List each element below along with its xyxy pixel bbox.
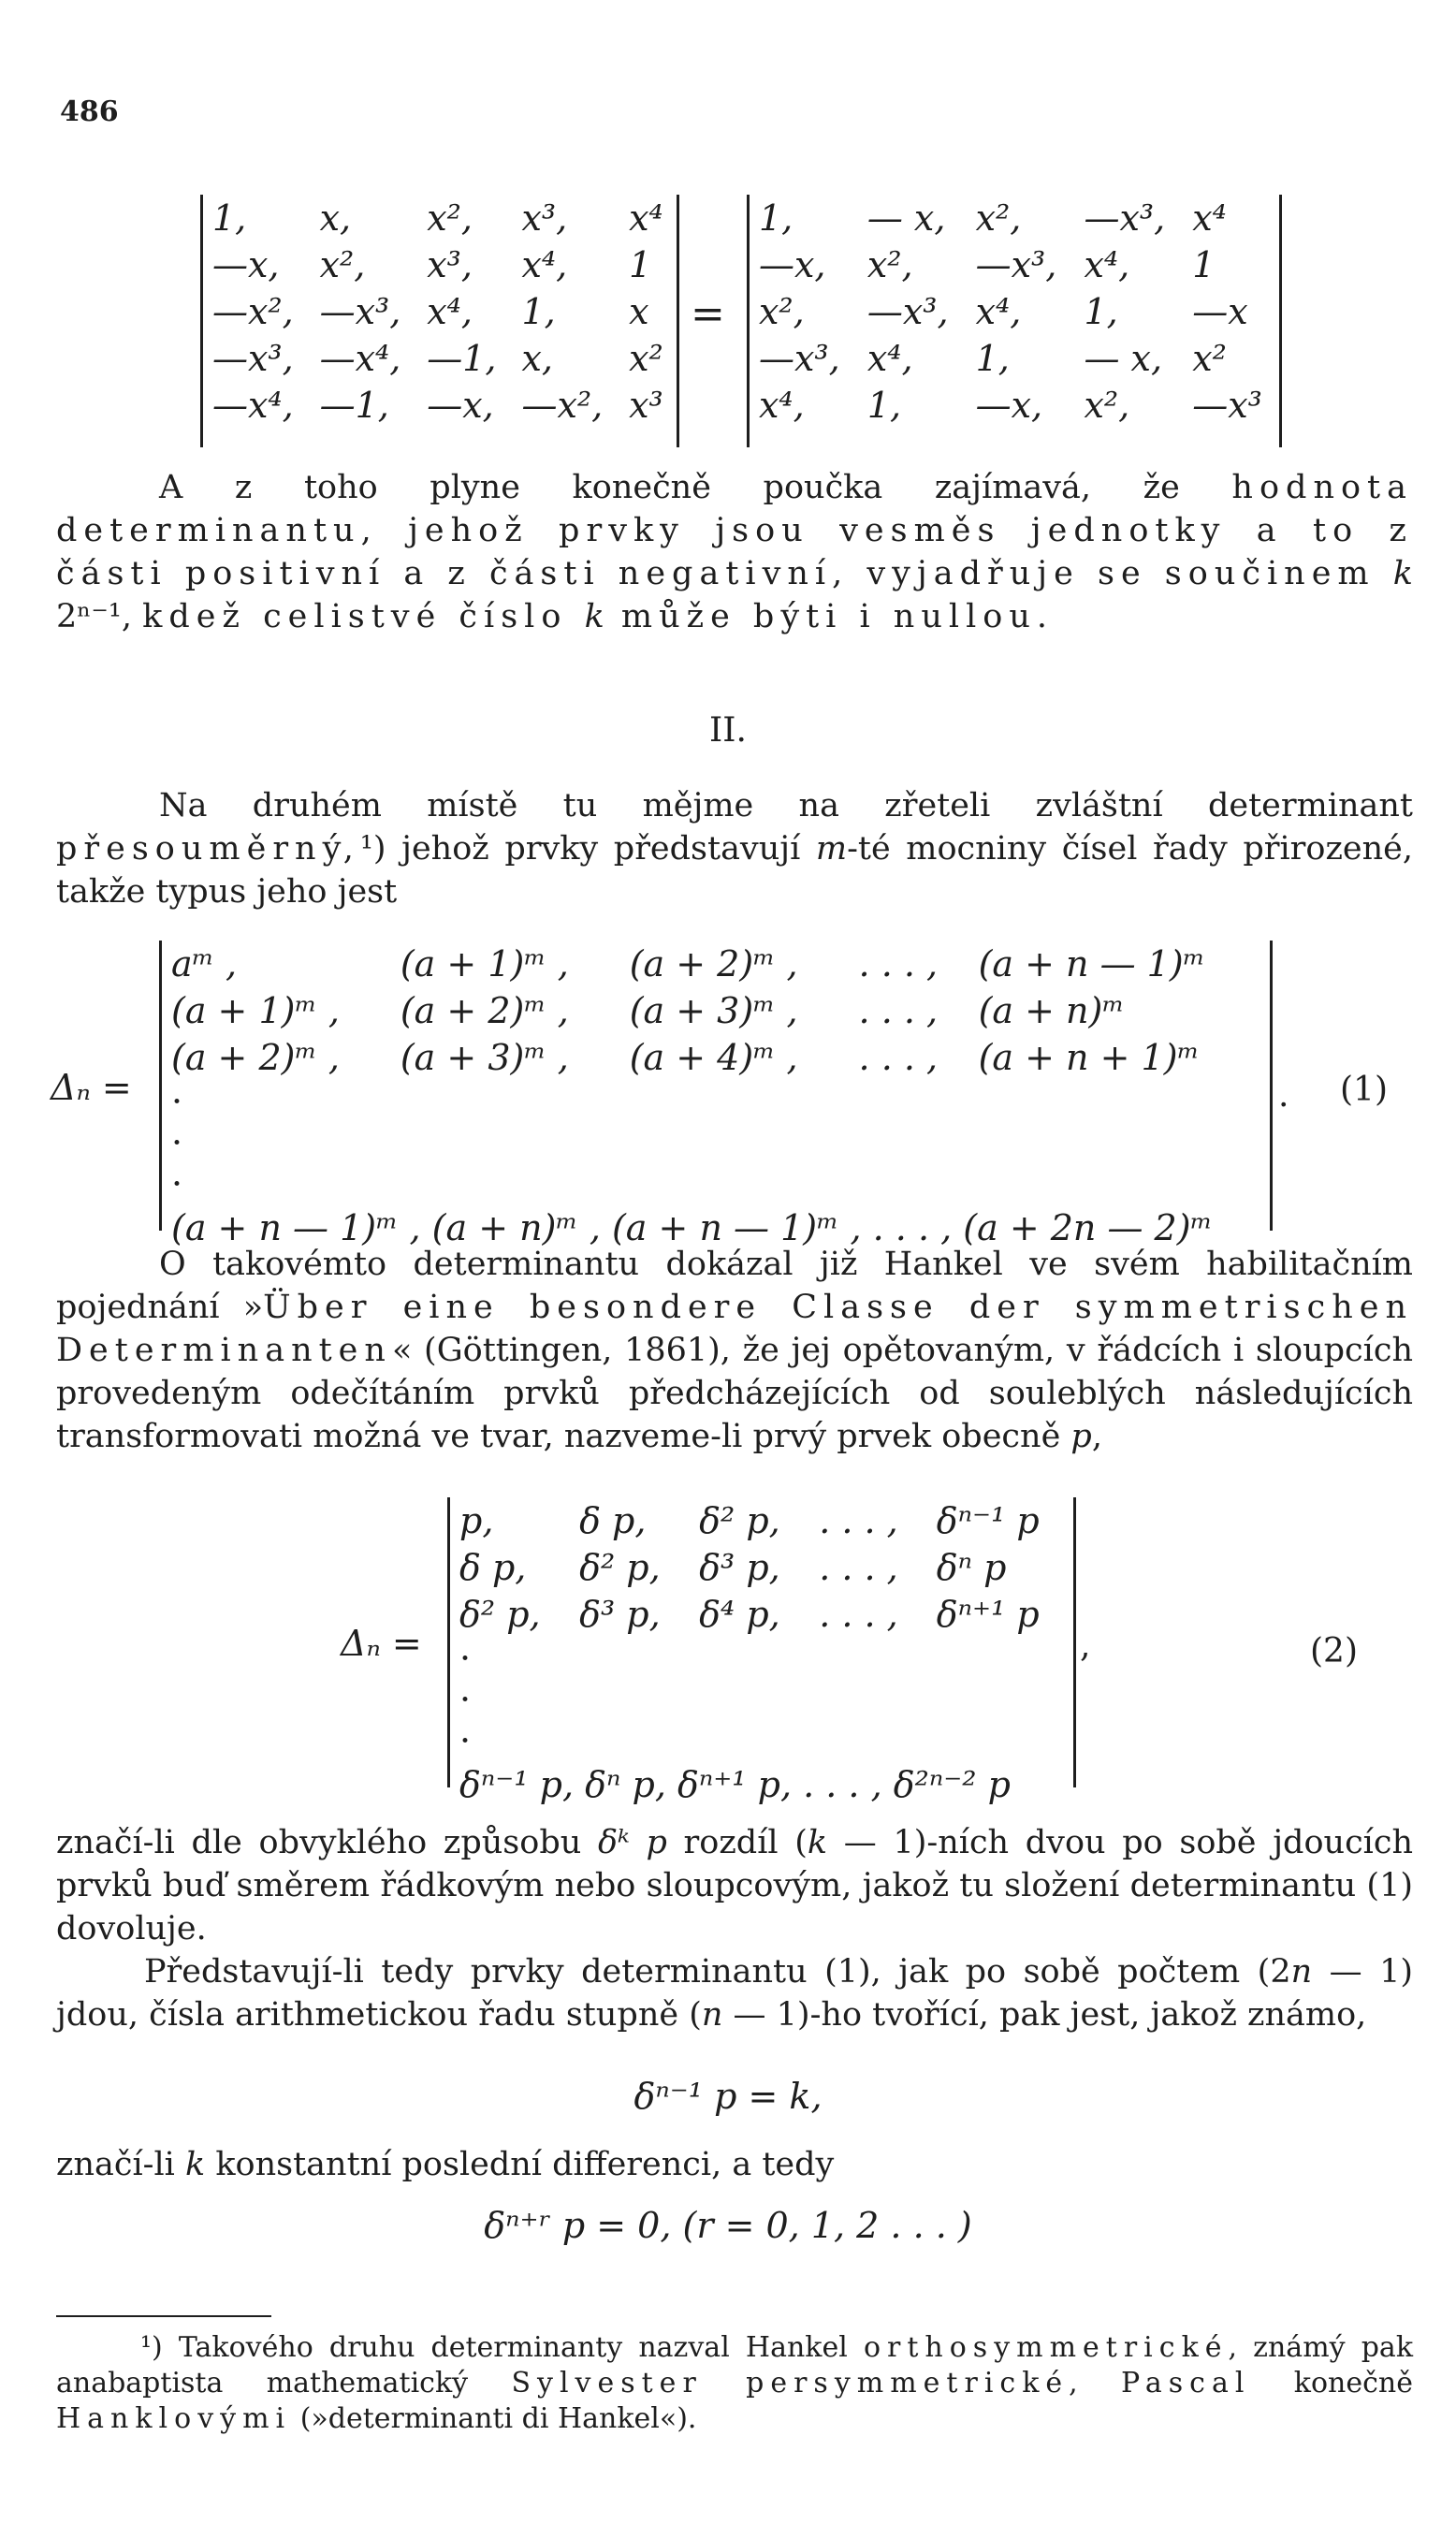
- para5-text-c: — 1) jdou, čísla arithmetickou řadu stupně (: [56, 1953, 1413, 2034]
- matrix-cell: —x³,: [212, 338, 294, 379]
- matrix-last-row-cells: (a + n — 1)ᵐ , (a + n)ᵐ , (a + n — 1)ᵐ , . . . , (a + 2n — 2)ᵐ: [171, 1207, 1213, 1248]
- matrix-cell: 1,: [212, 197, 247, 239]
- matrix-cell: . . . ,: [858, 990, 939, 1031]
- matrix-cell: 1,: [1084, 291, 1118, 332]
- para1-text-e: kdež celistvé číslo: [142, 598, 585, 635]
- matrix-cell: — x,: [1084, 338, 1163, 379]
- matrix-cell: —x,: [427, 385, 494, 426]
- para2-term: přesouměrný,: [56, 830, 360, 868]
- matrix-cell: (a + 1)ᵐ ,: [400, 943, 569, 985]
- matrix-cell: (a + 2)ᵐ ,: [171, 1037, 340, 1078]
- matrix-cell: . . . ,: [819, 1594, 898, 1635]
- matrix-cell: —x³,: [759, 338, 840, 379]
- footnote-text-k: (»determinanti di Hankel«).: [291, 2402, 697, 2435]
- matrix-cell: —x,: [212, 244, 280, 285]
- footnote-text-e: [703, 2367, 746, 2399]
- footnote-text-i: konečně: [1250, 2367, 1413, 2399]
- para2-text-c: ¹) jehož prvky představují: [359, 830, 816, 868]
- matrix-cell: δⁿ⁻¹ p: [936, 1500, 1040, 1541]
- footnote-rule: [56, 2315, 271, 2317]
- matrix-cell: x⁴,: [521, 244, 568, 285]
- determinant-1-table: [162, 941, 1270, 1251]
- equals-sign: =: [691, 290, 725, 338]
- ellipsis-row: [162, 1081, 1270, 1122]
- matrix-cell: x²,: [1084, 385, 1130, 426]
- matrix-cell: x²,: [866, 244, 913, 285]
- para4-text-c: rozdíl (: [666, 1824, 808, 1861]
- equation-higher-differences: δⁿ⁺ʳ p = 0, (r = 0, 1, 2 . . . ): [484, 2205, 972, 2246]
- matrix-row: [750, 195, 1279, 241]
- para1-text-b: hodnota determinantu, jehož prvky jsou vesměs jednotky a to z části positivní a z části negativní, vyjadřuje se součinem: [56, 469, 1413, 592]
- matrix-cell: —x⁴,: [319, 338, 401, 379]
- matrix-row: [750, 335, 1279, 382]
- paragraph-intro-det: [56, 784, 1413, 913]
- para6-text-c: konstantní poslední differenci, a tedy: [205, 2146, 835, 2183]
- matrix-cell: x²,: [975, 197, 1022, 239]
- matrix-row: [203, 382, 677, 429]
- matrix-cell: δ p,: [459, 1547, 527, 1588]
- para4-k: k: [807, 1824, 828, 1861]
- matrix-cell: (a + 3)ᵐ ,: [400, 1037, 569, 1078]
- matrix-cell: 1,: [521, 291, 556, 332]
- vertical-dot: ·: [459, 1638, 472, 1679]
- matrix-cell: x²,: [427, 197, 473, 239]
- vertical-dot: ·: [171, 1163, 183, 1204]
- matrix-cell: x²: [629, 338, 663, 379]
- matrix-row: [162, 1034, 1270, 1081]
- matrix-cell: 1: [1192, 244, 1216, 285]
- matrix-cell: —x³: [1192, 385, 1262, 426]
- ellipsis-row: [450, 1720, 1073, 1761]
- section-heading: II.: [709, 711, 747, 750]
- matrix-cell: 1,: [759, 197, 794, 239]
- para4-text-e: — 1)-ních dvou po sobě jdoucích prvků buď směrem řádkovým nebo sloupcovým, jakož tu složení determinantu (1) dovoluje.: [56, 1824, 1414, 1947]
- matrix-cell: x⁴,: [759, 385, 805, 426]
- matrix-cell: x²,: [319, 244, 366, 285]
- para3-title: Über eine besondere Classe der symmetrischen Determinanten: [56, 1289, 1413, 1369]
- matrix-cell: —x,: [975, 385, 1043, 426]
- matrix-cell: (a + n)ᵐ: [978, 990, 1125, 1031]
- matrix-cell: δ² p,: [459, 1594, 541, 1635]
- matrix-cell: — x,: [866, 197, 946, 239]
- matrix-cell: x²,: [759, 291, 805, 332]
- para5-text-a: Představují-li tedy prvky determinantu (1), jak po sobě počtem (2: [144, 1953, 1291, 1991]
- paragraph-difference: [56, 1821, 1413, 1950]
- matrix-cell: δ² p,: [579, 1547, 661, 1588]
- matrix-cell: —x,: [759, 244, 826, 285]
- ellipsis-row: [162, 1122, 1270, 1163]
- matrix-row: [750, 288, 1279, 335]
- matrix-cell: x³,: [521, 197, 568, 239]
- determinant-right-table: [750, 195, 1279, 429]
- matrix-cell: (a + n — 1)ᵐ: [978, 943, 1205, 985]
- footnote-text-a: ¹) Takového druhu determinanty nazval Hankel: [140, 2331, 864, 2364]
- matrix-cell: —x²,: [521, 385, 604, 426]
- para1-text-a: A z toho plyne konečně poučka zajímavá, že: [159, 469, 1232, 506]
- para3-text-e: ,: [1091, 1418, 1102, 1455]
- matrix-row: [203, 195, 677, 241]
- matrix-cell: —x³,: [319, 291, 401, 332]
- matrix-row: [450, 1497, 1073, 1544]
- matrix-cell: x⁴,: [866, 338, 913, 379]
- matrix-cell: x³: [629, 385, 663, 426]
- matrix-cell: δⁿ p: [936, 1547, 1007, 1588]
- matrix-row: [162, 987, 1270, 1034]
- matrix-cell: 1,: [866, 385, 902, 426]
- matrix-row: [750, 241, 1279, 288]
- matrix-cell: x⁴: [1192, 197, 1227, 239]
- footnote-text-c: , známý pak anabaptista mathematický: [56, 2331, 1413, 2399]
- para1-k: k: [1392, 555, 1413, 592]
- matrix-cell: x²: [1192, 338, 1227, 379]
- matrix-cell: δ³ p,: [579, 1594, 661, 1635]
- para3-p: p: [1070, 1418, 1092, 1455]
- matrix-cell: aᵐ ,: [171, 943, 238, 985]
- paragraph-conclusion: [56, 466, 1413, 638]
- matrix-cell: x,: [521, 338, 553, 379]
- matrix-cell: —x³,: [1084, 197, 1166, 239]
- para3-text-c: « (Göttingen, 1861), že jej opětovaným, v řádcích i sloupcích provedeným odečítáním prvků předcházejících od souleblých následujících transformovati možná ve tvar, nazveme-li prvý prvek obecně: [56, 1332, 1413, 1455]
- det1-tail: .: [1278, 1076, 1289, 1115]
- ellipsis-row: [450, 1679, 1073, 1720]
- para5-text-e: — 1)-ho tvořící, pak jest, jakož známo,: [722, 1996, 1367, 2034]
- matrix-cell: . . . ,: [858, 943, 939, 985]
- determinant-left: [200, 195, 679, 447]
- vertical-dot: ·: [459, 1720, 472, 1761]
- footnote-orthosymmetric: orthosymmetrické: [863, 2331, 1229, 2364]
- matrix-last-row-cells: δⁿ⁻¹ p, δⁿ p, δⁿ⁺¹ p, . . . , δ²ⁿ⁻² p: [459, 1764, 1011, 1805]
- para5-n2: n: [701, 1996, 723, 2034]
- matrix-cell: 1: [629, 244, 652, 285]
- para1-k2: k: [584, 598, 604, 635]
- para2-m: m: [815, 830, 848, 868]
- matrix-cell: p,: [459, 1500, 494, 1541]
- matrix-row: [450, 1591, 1073, 1638]
- equation-number-2: (2): [1310, 1632, 1358, 1670]
- matrix-cell: —1,: [319, 385, 389, 426]
- determinant-2-table: [450, 1497, 1073, 1808]
- para5-n: n: [1290, 1953, 1313, 1991]
- footnote-hanklovymi: Hanklovými: [56, 2402, 292, 2435]
- footnote-text-g: ,: [1069, 2367, 1122, 2399]
- det1-label: Δₙ =: [51, 1067, 132, 1108]
- para1-power: 2ⁿ⁻¹,: [56, 598, 143, 635]
- matrix-row: [450, 1544, 1073, 1591]
- matrix-cell: (a + 2)ᵐ ,: [400, 990, 569, 1031]
- para1-text-g: může býti i nullou.: [604, 598, 1055, 635]
- footnote-pascal: Pascal: [1121, 2367, 1251, 2399]
- determinant-left-table: [203, 195, 677, 429]
- page-number: 486: [60, 95, 119, 128]
- matrix-cell: —x³,: [975, 244, 1057, 285]
- matrix-cell: x³,: [427, 244, 473, 285]
- det2-tail: ,: [1080, 1626, 1091, 1665]
- matrix-row: [750, 382, 1279, 429]
- matrix-cell: δⁿ⁺¹ p: [936, 1594, 1040, 1635]
- matrix-row: [203, 335, 677, 382]
- matrix-row: [203, 241, 677, 288]
- matrix-cell: (a + 4)ᵐ ,: [629, 1037, 798, 1078]
- matrix-cell: —x: [1192, 291, 1248, 332]
- matrix-cell: x⁴: [629, 197, 663, 239]
- determinant-right: [747, 195, 1282, 447]
- determinant-1: [159, 941, 1273, 1248]
- matrix-cell: —1,: [427, 338, 497, 379]
- matrix-cell: δ⁴ p,: [699, 1594, 780, 1635]
- matrix-row: [162, 941, 1270, 987]
- matrix-cell: —x²,: [212, 291, 294, 332]
- paragraph-arithmetic: [56, 1950, 1413, 2036]
- matrix-last-row: [450, 1761, 1073, 1808]
- para4-text-a: značí-li dle obvyklého způsobu: [56, 1824, 598, 1861]
- matrix-cell: x: [629, 291, 649, 332]
- vertical-dot: ·: [171, 1122, 183, 1163]
- ellipsis-row: [450, 1638, 1073, 1679]
- matrix-cell: x⁴,: [1084, 244, 1130, 285]
- matrix-cell: (a + n + 1)ᵐ: [978, 1037, 1200, 1078]
- matrix-cell: (a + 1)ᵐ ,: [171, 990, 340, 1031]
- paragraph-constant: [56, 2143, 1413, 2186]
- footnote-sylvester: Sylvester: [511, 2367, 703, 2399]
- matrix-row: [203, 288, 677, 335]
- matrix-cell: . . . ,: [819, 1547, 898, 1588]
- determinant-2: [447, 1497, 1076, 1805]
- ellipsis-row: [162, 1163, 1270, 1204]
- matrix-cell: δ² p,: [699, 1500, 780, 1541]
- matrix-cell: (a + 3)ᵐ ,: [629, 990, 798, 1031]
- footnote-persymmetric: persymmetrické: [746, 2367, 1070, 2399]
- matrix-cell: x,: [319, 197, 352, 239]
- para4-dkp: δᵏ p: [597, 1824, 667, 1861]
- matrix-cell: . . . ,: [858, 1037, 939, 1078]
- para6-k: k: [184, 2146, 206, 2183]
- matrix-cell: δ p,: [579, 1500, 647, 1541]
- matrix-cell: . . . ,: [819, 1500, 898, 1541]
- equation-constant-difference: δⁿ⁻¹ p = k,: [633, 2076, 823, 2117]
- para2-text-a: Na druhém místě tu mějme na zřeteli zvláštní determinant: [159, 787, 1413, 824]
- paragraph-hankel: [56, 1243, 1413, 1458]
- para3-text-a: O takovémto determinantu dokázal již Hankel ve svém habilitačním pojednání »: [56, 1246, 1413, 1326]
- equation-number-1: (1): [1340, 1071, 1388, 1109]
- para6-text-a: značí-li: [56, 2146, 185, 2183]
- vertical-dot: ·: [171, 1081, 183, 1122]
- footnote: [56, 2330, 1413, 2437]
- matrix-cell: 1,: [975, 338, 1010, 379]
- det2-label: Δₙ =: [341, 1623, 422, 1664]
- matrix-cell: δ³ p,: [699, 1547, 780, 1588]
- vertical-dot: ·: [459, 1679, 472, 1720]
- matrix-cell: x⁴,: [975, 291, 1022, 332]
- matrix-cell: —x⁴,: [212, 385, 294, 426]
- matrix-cell: (a + 2)ᵐ ,: [629, 943, 798, 985]
- matrix-cell: —x³,: [866, 291, 949, 332]
- para2-text-e: -té mocniny čísel řady přirozené, takže typus jeho jest: [56, 830, 1414, 911]
- matrix-cell: x⁴,: [427, 291, 473, 332]
